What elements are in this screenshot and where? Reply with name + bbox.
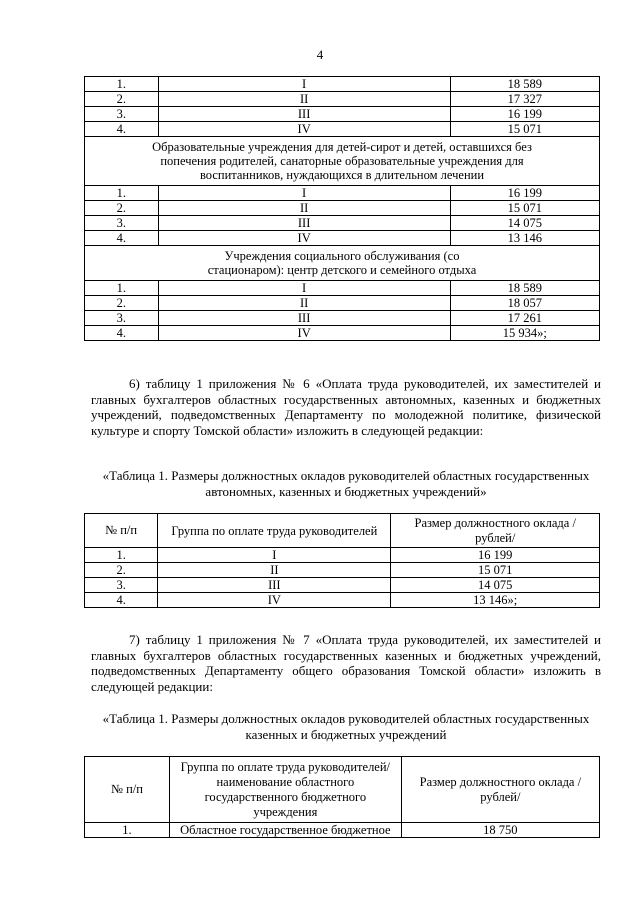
- table-row: [85, 823, 600, 838]
- row-group: IV: [158, 122, 450, 137]
- column-header-group: Группа по оплате труда руководителей: [158, 514, 391, 548]
- row-group: IV: [158, 593, 391, 608]
- row-number: 4.: [85, 593, 158, 608]
- row-salary: 17 261: [450, 311, 599, 326]
- row-salary: 16 199: [391, 548, 600, 563]
- table-row: [85, 77, 600, 92]
- row-number: 2.: [85, 201, 159, 216]
- table-row: [85, 563, 600, 578]
- row-salary: 13 146»;: [391, 593, 600, 608]
- row-salary: 13 146: [450, 231, 599, 246]
- row-number: 1.: [85, 77, 159, 92]
- paragraph-6: 6) таблицу 1 приложения № 6 «Оплата труда руководителей, их заместителей и главных бухгалтеров областных государственных автономных, казенных и бюджетных учреждений, подведомственных Департаменту по молодежной политике, физической культуре и спорту Томской области» изложить в следующей редакции:: [91, 376, 601, 438]
- row-group: III: [158, 216, 450, 231]
- row-group: I: [158, 77, 450, 92]
- column-header-group: Группа по оплате труда руководителей/ наименование областного государственного бюджетного учреждения: [169, 757, 401, 823]
- row-salary: 14 075: [450, 216, 599, 231]
- table-row: [85, 216, 600, 231]
- row-salary: 15 071: [450, 201, 599, 216]
- salary-table-continued: [84, 76, 600, 341]
- table-row: [85, 548, 600, 563]
- page-number: 4: [316, 47, 324, 62]
- row-number: 1.: [85, 186, 159, 201]
- paragraph-7: 7) таблицу 1 приложения № 7 «Оплата труда руководителей, их заместителей и главных бухгалтеров областных государственных казенных и бюджетных учреждений, подведомственных Департаменту общего образования Томской области» изложить в следующей редакции:: [91, 632, 601, 694]
- row-number: 4.: [85, 122, 159, 137]
- table-row: [85, 122, 600, 137]
- column-header-salary: Размер должностного оклада /рублей/: [391, 514, 600, 548]
- row-salary: 16 199: [450, 186, 599, 201]
- row-number: 3.: [85, 216, 159, 231]
- table-row: [85, 296, 600, 311]
- row-number: 2.: [85, 296, 159, 311]
- row-number: 4.: [85, 326, 159, 341]
- section-heading-orphan-institutions: Образовательные учреждения для детей-сирот и детей, оставшихся без попечения родителей, санаторные образовательные учреждения для воспитанников, нуждающихся в длительном лечении: [85, 137, 600, 186]
- column-header-salary: Размер должностного оклада /рублей/: [401, 757, 599, 823]
- row-group: Областное государственное бюджетное: [169, 823, 401, 838]
- row-number: 1.: [85, 823, 170, 838]
- row-group: I: [158, 186, 450, 201]
- table-row: [85, 107, 600, 122]
- row-salary: 15 934»;: [450, 326, 599, 341]
- row-salary: 17 327: [450, 92, 599, 107]
- row-number: 3.: [85, 107, 159, 122]
- table-row: [85, 326, 600, 341]
- row-group: II: [158, 563, 391, 578]
- row-group: III: [158, 311, 450, 326]
- row-group: II: [158, 296, 450, 311]
- caption-table-7: «Таблица 1. Размеры должностных окладов руководителей областных государственных казенных и бюджетных учреждений: [102, 711, 590, 742]
- caption-table-6: «Таблица 1. Размеры должностных окладов руководителей областных государственных автономных, казенных и бюджетных учреждений»: [102, 468, 590, 499]
- row-number: 1.: [85, 281, 159, 296]
- row-group: II: [158, 92, 450, 107]
- row-group: III: [158, 578, 391, 593]
- table-row: [85, 201, 600, 216]
- row-number: 3.: [85, 578, 158, 593]
- table-row: [85, 578, 600, 593]
- row-number: 3.: [85, 311, 159, 326]
- row-salary: 15 071: [450, 122, 599, 137]
- row-salary: 18 589: [450, 77, 599, 92]
- row-salary: 16 199: [450, 107, 599, 122]
- row-salary: 14 075: [391, 578, 600, 593]
- row-salary: 18 750: [401, 823, 599, 838]
- row-number: 2.: [85, 563, 158, 578]
- row-number: 4.: [85, 231, 159, 246]
- row-group: I: [158, 281, 450, 296]
- row-salary: 15 071: [391, 563, 600, 578]
- row-group: IV: [158, 326, 450, 341]
- row-group: I: [158, 548, 391, 563]
- column-header-number: № п/п: [85, 514, 158, 548]
- row-salary: 18 057: [450, 296, 599, 311]
- column-header-number: № п/п: [85, 757, 170, 823]
- row-number: 2.: [85, 92, 159, 107]
- salary-table-6: [84, 513, 600, 608]
- table-row: [85, 311, 600, 326]
- table-row: [85, 92, 600, 107]
- row-salary: 18 589: [450, 281, 599, 296]
- row-group: II: [158, 201, 450, 216]
- table-row: [85, 281, 600, 296]
- section-heading-social-service: Учреждения социального обслуживания (со стационаром): центр детского и семейного отдыха: [85, 246, 600, 281]
- row-group: III: [158, 107, 450, 122]
- salary-table-7: [84, 756, 600, 838]
- row-group: IV: [158, 231, 450, 246]
- table-row: [85, 231, 600, 246]
- table-row: [85, 186, 600, 201]
- table-row: [85, 593, 600, 608]
- row-number: 1.: [85, 548, 158, 563]
